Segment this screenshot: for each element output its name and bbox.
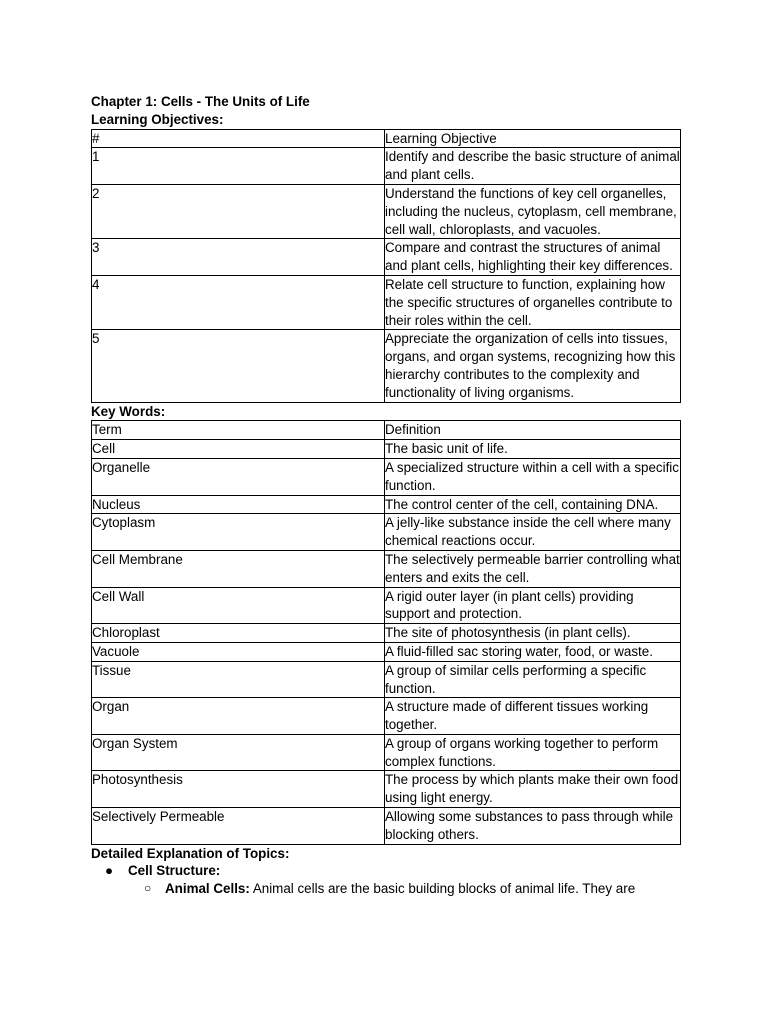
term-cell: Cytoplasm (92, 514, 385, 551)
table-row (92, 458, 681, 495)
table-row (92, 148, 681, 185)
table-row (92, 275, 681, 329)
objectives-heading: Learning Objectives: (91, 111, 224, 127)
objective-text: Understand the functions of key cell organelles, including the nucleus, cytoplasm, cell membrane, cell wall, chloroplasts, and vacuoles. (385, 184, 681, 238)
definition-cell: A rigid outer layer (in plant cells) providing support and protection. (385, 587, 681, 624)
objective-number: 3 (92, 239, 385, 276)
term-cell: Organ System (92, 734, 385, 771)
subtopic-text: Animal cells are the basic building blocks of animal life. They are (249, 881, 636, 897)
table-row (92, 771, 681, 808)
table-row (92, 661, 681, 698)
objective-text: Identify and describe the basic structure of animal and plant cells. (385, 148, 681, 185)
definition-cell: A specialized structure within a cell with a specific function. (385, 458, 681, 495)
definition-cell: A fluid-filled sac storing water, food, or waste. (385, 642, 681, 661)
term-cell: Chloroplast (92, 624, 385, 643)
objective-number: 5 (92, 330, 385, 402)
objectives-table (91, 129, 681, 403)
subtopic-label: Animal Cells: (165, 881, 250, 897)
definition-cell: A group of similar cells performing a specific function. (385, 661, 681, 698)
table-row (92, 550, 681, 587)
term-cell: Tissue (92, 661, 385, 698)
header-cell-definition: Definition (385, 421, 681, 440)
topic-list (91, 862, 681, 898)
table-row (92, 514, 681, 551)
term-cell: Vacuole (92, 642, 385, 661)
term-cell: Cell Wall (92, 587, 385, 624)
term-cell: Photosynthesis (92, 771, 385, 808)
definition-cell: The selectively permeable barrier controlling what enters and exits the cell. (385, 550, 681, 587)
header-cell-number: # (92, 129, 385, 148)
chapter-title: Chapter 1: Cells - The Units of Life (91, 94, 310, 109)
term-cell: Cell Membrane (92, 550, 385, 587)
objective-text: Relate cell structure to function, explaining how the specific structures of organelles contribute to their roles within the cell. (385, 275, 681, 329)
term-cell: Cell (92, 440, 385, 459)
definition-cell: The site of photosynthesis (in plant cells). (385, 624, 681, 643)
definition-cell: A jelly-like substance inside the cell where many chemical reactions occur. (385, 514, 681, 551)
list-item (128, 880, 681, 898)
table-row (92, 440, 681, 459)
header-cell-objective: Learning Objective (385, 129, 681, 148)
table-row (92, 587, 681, 624)
topic-label: Cell Structure: (128, 863, 221, 879)
keywords-table (91, 420, 681, 844)
explanation-heading: Detailed Explanation of Topics: (91, 845, 290, 861)
objective-text: Appreciate the organization of cells into tissues, organs, and organ systems, recognizing how this hierarchy contributes to the complexity and functionality of living organisms. (385, 330, 681, 402)
objective-number: 4 (92, 275, 385, 329)
term-cell: Nucleus (92, 495, 385, 514)
objective-number: 1 (92, 148, 385, 185)
table-row (92, 624, 681, 643)
list-item (91, 862, 681, 898)
table-row (92, 642, 681, 661)
subtopic-list (128, 880, 681, 898)
table-row (92, 808, 681, 845)
header-cell-term: Term (92, 421, 385, 440)
definition-cell: A group of organs working together to perform complex functions. (385, 734, 681, 771)
definition-cell: The basic unit of life. (385, 440, 681, 459)
table-header-row (92, 421, 681, 440)
table-row (92, 184, 681, 238)
table-row (92, 330, 681, 402)
table-row (92, 698, 681, 735)
definition-cell: Allowing some substances to pass through while blocking others. (385, 808, 681, 845)
table-row (92, 734, 681, 771)
table-header-row (92, 129, 681, 148)
term-cell: Selectively Permeable (92, 808, 385, 845)
keywords-heading: Key Words: (91, 403, 166, 419)
document-page (91, 93, 681, 898)
table-row (92, 495, 681, 514)
objective-text: Compare and contrast the structures of animal and plant cells, highlighting their key differences. (385, 239, 681, 276)
definition-cell: The control center of the cell, containing DNA. (385, 495, 681, 514)
definition-cell: The process by which plants make their own food using light energy. (385, 771, 681, 808)
term-cell: Organelle (92, 458, 385, 495)
table-row (92, 239, 681, 276)
term-cell: Organ (92, 698, 385, 735)
bullet-icon: ● (105, 863, 114, 879)
circle-bullet-icon: ○ (144, 881, 152, 896)
objective-number: 2 (92, 184, 385, 238)
definition-cell: A structure made of different tissues working together. (385, 698, 681, 735)
